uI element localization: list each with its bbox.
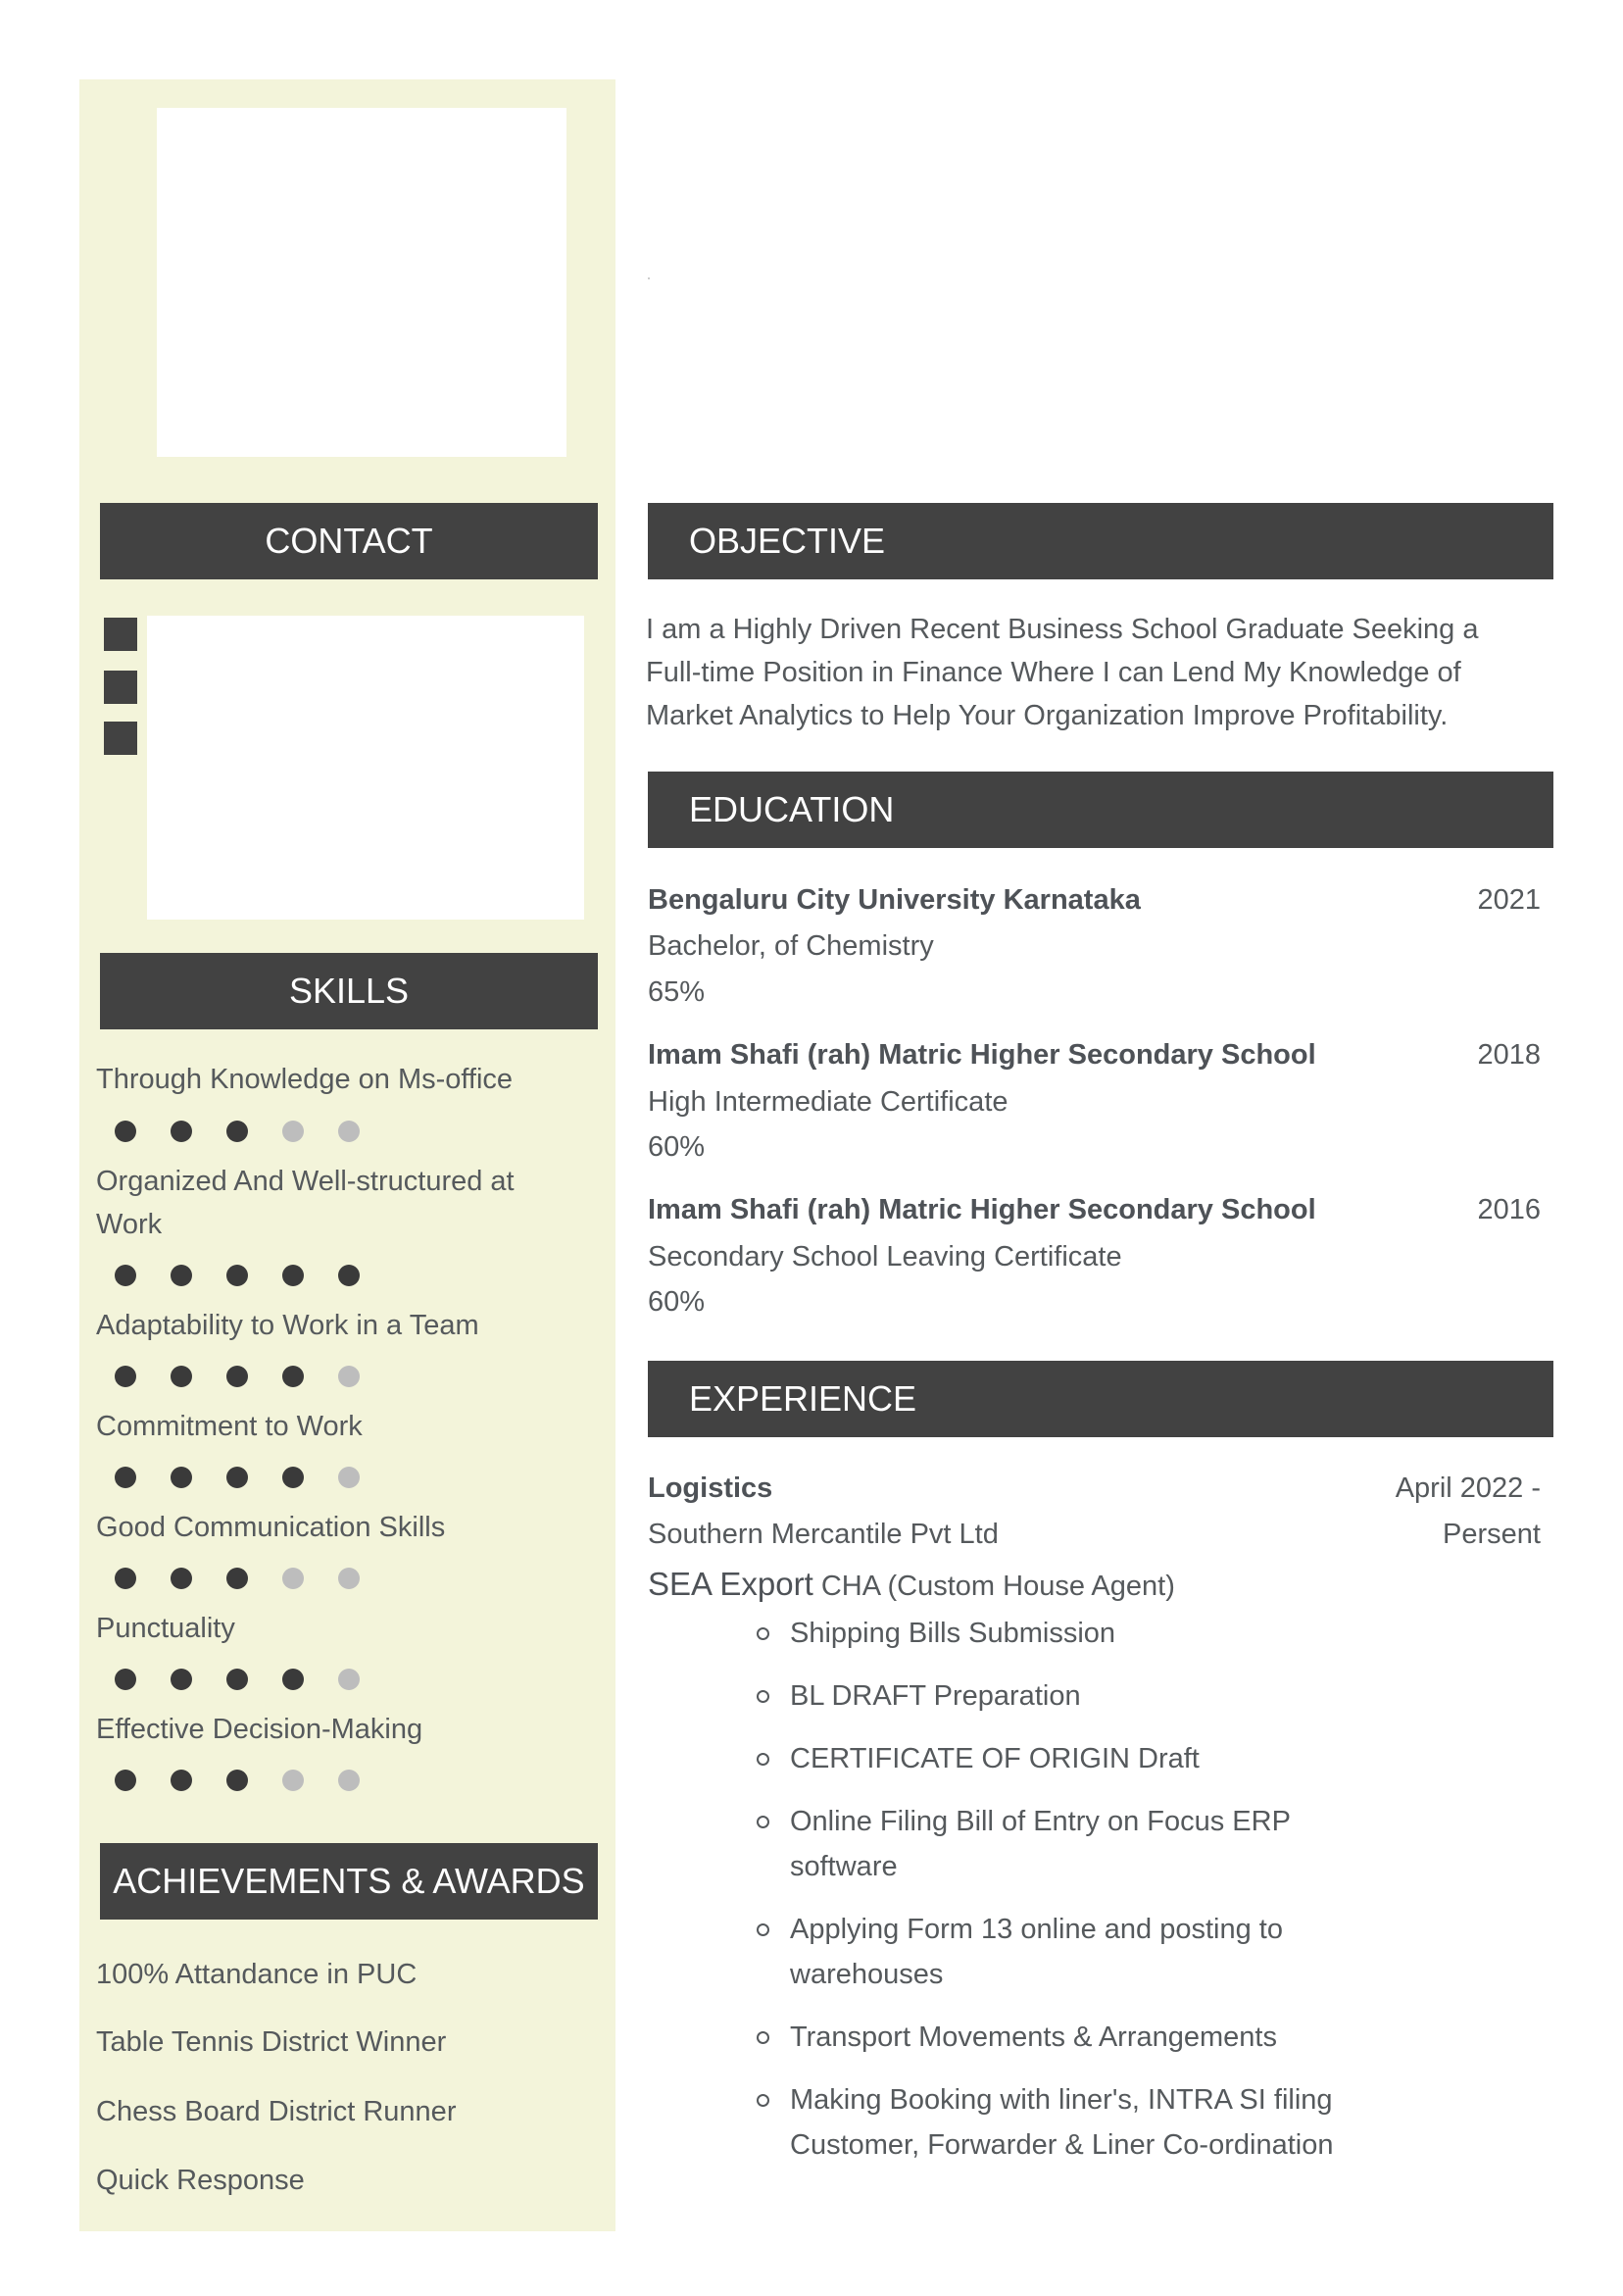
rating-dot-filled-icon [171, 1121, 192, 1142]
rating-dot-empty-icon [338, 1467, 360, 1488]
rating-dot-empty-icon [338, 1121, 360, 1142]
education-degree: High Intermediate Certificate [648, 1086, 1008, 1118]
duty-text: Applying Form 13 online and posting to warehouses [790, 1914, 1283, 1990]
duty-text: BL DRAFT Preparation [790, 1680, 1081, 1712]
rating-dot-filled-icon [115, 1366, 136, 1387]
rating-dot-filled-icon [282, 1366, 304, 1387]
education-year: 2021 [1477, 884, 1541, 916]
achievement-item: Table Tennis District Winner [96, 2026, 447, 2058]
duty-item [745, 2015, 1372, 2060]
education-header [648, 772, 1553, 848]
skill-label: Through Knowledge on Ms-office [96, 1064, 514, 1095]
rating-dot-empty-icon [338, 1366, 360, 1387]
bullet-circle-icon [757, 2094, 769, 2107]
rating-dot-filled-icon [115, 1121, 136, 1142]
experience-role: Logistics [648, 1472, 773, 1504]
experience-title: EXPERIENCE [689, 1378, 917, 1419]
experience-header [648, 1361, 1553, 1437]
bullet-circle-icon [757, 1627, 769, 1640]
rating-dot-filled-icon [171, 1467, 192, 1488]
rating-dot-filled-icon [226, 1669, 248, 1690]
education-score: 65% [648, 976, 706, 1008]
rating-dot-filled-icon [115, 1467, 136, 1488]
rating-dot-filled-icon [115, 1265, 136, 1286]
rating-dot-filled-icon [226, 1770, 248, 1791]
duty-item [745, 1799, 1372, 1889]
skill-label: Punctuality [96, 1613, 235, 1644]
achievement-item: Quick Response [96, 2165, 305, 2196]
education-school: Bengaluru City University Karnataka [648, 884, 1141, 916]
achievement-item: Chess Board District Runner [96, 2096, 457, 2127]
objective-header [648, 503, 1553, 579]
skill-label: Effective Decision-Making [96, 1714, 423, 1745]
skill-label: Good Communication Skills [96, 1512, 446, 1543]
rating-dot-filled-icon [226, 1121, 248, 1142]
achievements-header [100, 1843, 598, 1920]
skills-header [100, 953, 598, 1029]
experience-duties [745, 1611, 1372, 2185]
rating-dot-filled-icon [282, 1669, 304, 1690]
education-degree: Bachelor, of Chemistry [648, 930, 934, 962]
experience-date-start: April 2022 - [1395, 1472, 1541, 1504]
rating-dot-empty-icon [338, 1669, 360, 1690]
rating-dot-filled-icon [115, 1568, 136, 1589]
rating-dot-filled-icon [171, 1669, 192, 1690]
rating-dot-filled-icon [226, 1568, 248, 1589]
duty-item [745, 1736, 1372, 1781]
rating-dot-filled-icon [282, 1467, 304, 1488]
bullet-circle-icon [757, 1690, 769, 1703]
objective-title: OBJECTIVE [689, 521, 886, 561]
bullet-circle-icon [757, 1753, 769, 1766]
rating-dot-filled-icon [226, 1265, 248, 1286]
bullet-circle-icon [757, 2031, 769, 2044]
duty-item [745, 1611, 1372, 1656]
duty-text: Shipping Bills Submission [790, 1618, 1116, 1649]
skill-label: Commitment to Work [96, 1411, 363, 1442]
contact-icon [104, 618, 137, 651]
skill-label: Organized And Well-structured at Work [96, 1166, 515, 1240]
contact-title: CONTACT [265, 521, 433, 561]
rating-dot-empty-icon [338, 1770, 360, 1791]
rating-dot-empty-icon [282, 1770, 304, 1791]
duty-text: Transport Movements & Arrangements [790, 2021, 1277, 2053]
experience-subheading-rest: CHA (Custom House Agent) [820, 1571, 1175, 1602]
rating-dot-filled-icon [226, 1366, 248, 1387]
rating-dot-empty-icon [338, 1568, 360, 1589]
rating-dot-filled-icon [171, 1265, 192, 1286]
duty-text: Making Booking with liner's, INTRA SI filing Customer, Forwarder & Liner Co-ordination [790, 2084, 1334, 2161]
education-school: Imam Shafi (rah) Matric Higher Secondary School [648, 1039, 1316, 1071]
name-placeholder-mark [648, 277, 650, 279]
profile-photo-placeholder [157, 108, 566, 457]
duty-item [745, 1907, 1372, 1997]
duty-text: CERTIFICATE OF ORIGIN Draft [790, 1743, 1200, 1774]
contact-header [100, 503, 598, 579]
rating-dot-empty-icon [282, 1568, 304, 1589]
rating-dot-filled-icon [338, 1265, 360, 1286]
education-score: 60% [648, 1131, 706, 1163]
bullet-circle-icon [757, 1923, 769, 1936]
rating-dot-filled-icon [115, 1770, 136, 1791]
duty-item [745, 2077, 1372, 2168]
rating-dot-filled-icon [171, 1770, 192, 1791]
objective-text: I am a Highly Driven Recent Business School Graduate Seeking a Full-time Position in Finance Where I can Lend My Knowledge of Market Analytics to Help Your Organization Improve Profitability. [646, 614, 1479, 731]
contact-details-box [147, 616, 584, 920]
rating-dot-filled-icon [171, 1366, 192, 1387]
education-degree: Secondary School Leaving Certificate [648, 1241, 1122, 1273]
bullet-circle-icon [757, 1816, 769, 1828]
rating-dot-filled-icon [282, 1265, 304, 1286]
skills-title: SKILLS [288, 971, 410, 1011]
education-school: Imam Shafi (rah) Matric Higher Secondary School [648, 1194, 1316, 1225]
duty-text: Online Filing Bill of Entry on Focus ERP software [790, 1806, 1291, 1882]
contact-icon [104, 671, 137, 704]
education-year: 2018 [1477, 1039, 1541, 1071]
achievement-item: 100% Attandance in PUC [96, 1959, 418, 1990]
experience-company: Southern Mercantile Pvt Ltd [648, 1519, 999, 1550]
experience-subheading-bold: SEA Export [648, 1566, 813, 1602]
achievements-title: ACHIEVEMENTS & AWARDS [113, 1861, 585, 1901]
contact-icon [104, 722, 137, 755]
experience-subheading [648, 1565, 1175, 1606]
education-score: 60% [648, 1286, 706, 1318]
experience-date-end: Persent [1443, 1519, 1541, 1550]
skill-label: Adaptability to Work in a Team [96, 1310, 479, 1341]
education-title: EDUCATION [689, 789, 895, 829]
duty-item [745, 1673, 1372, 1719]
education-year: 2016 [1477, 1194, 1541, 1225]
rating-dot-filled-icon [115, 1669, 136, 1690]
rating-dot-empty-icon [282, 1121, 304, 1142]
rating-dot-filled-icon [226, 1467, 248, 1488]
rating-dot-filled-icon [171, 1568, 192, 1589]
